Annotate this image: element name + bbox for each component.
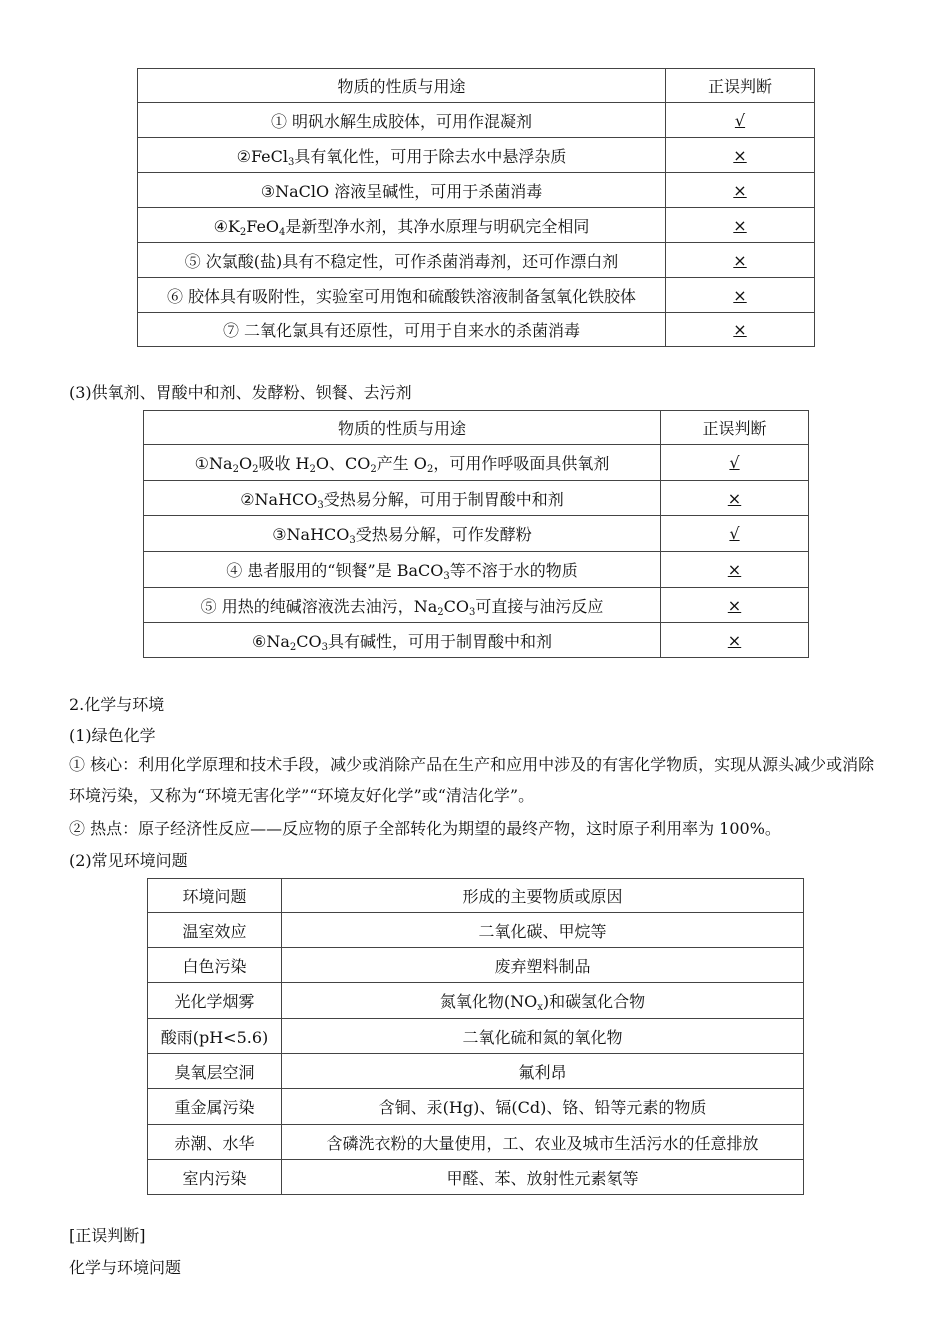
table-row [138, 313, 815, 347]
table-row [148, 1125, 804, 1160]
section-title-chem-env: 2.化学与环境 [69, 695, 165, 714]
topic-line: 化学与环境问题 [69, 1258, 182, 1277]
table-header-row [148, 879, 804, 913]
header-property-use: 物质的性质与用途 [138, 69, 666, 103]
table-row [138, 243, 815, 278]
green-chem-core-paragraph: ① 核心：利用化学原理和技术手段，减少或消除产品在生产和应用中涉及的有害化学物质，实现从源头减少或消除环境污染，又称为“环境无害化学”“环境友好化学”或“清洁化学”。 [69, 755, 875, 805]
row-statement: ③NaClO 溶液呈碱性，可用于杀菌消毒 [138, 173, 666, 208]
problem-cell: 白色污染 [148, 948, 282, 983]
cause-cell: 废弃塑料制品 [282, 948, 804, 983]
cause-cell: 二氧化碳、甲烷等 [282, 913, 804, 948]
cause-cell: 含磷洗衣粉的大量使用，工、农业及城市生活污水的任意排放 [282, 1125, 804, 1160]
row-statement: $④K_2FeO_4$是新型净水剂，其净水原理与明矾完全相同 [138, 208, 666, 243]
header-problem: 环境问题 [148, 879, 282, 913]
cross-mark: × [727, 595, 742, 615]
header-cause: 形成的主要物质或原因 [282, 879, 804, 913]
cross-mark: × [733, 285, 747, 305]
table-row [148, 983, 804, 1019]
cross-mark: × [733, 180, 747, 200]
table-row [144, 445, 809, 481]
table-header-row [144, 411, 809, 445]
problem-cell: 光化学烟雾 [148, 983, 282, 1019]
check-mark: √ [734, 110, 746, 130]
green-chem-hot-paragraph: ② 热点：原子经济性反应——反应物的原子全部转化为期望的最终产物，这时原子利用率为 100%。 [69, 819, 781, 838]
green-chem-heading: (1)绿色化学 [69, 726, 156, 745]
properties-uses-table-1 [137, 68, 815, 347]
table-row [148, 948, 804, 983]
table-row [138, 173, 815, 208]
table-row [148, 1160, 804, 1195]
row-statement: ① 明矾水解生成胶体，可用作混凝剂 [138, 103, 666, 138]
cause-cell: 含铜、汞(Hg)、镉(Cd)、铬、铅等元素的物质 [282, 1089, 804, 1125]
row-statement: ⑥ 胶体具有吸附性，实验室可用饱和硫酸铁溶液制备氢氧化铁胶体 [138, 278, 666, 313]
row-statement: ④ 患者服用的“钡餐”是 BaCO$_3$等不溶于水的物质 [144, 552, 661, 588]
table-row [148, 1089, 804, 1125]
cause-cell: 二氧化硫和氮的氧化物 [282, 1019, 804, 1054]
table-row [144, 552, 809, 588]
row-statement: ③NaHCO$_3$受热易分解，可作发酵粉 [144, 516, 661, 552]
header-judgement: 正误判断 [661, 411, 809, 445]
cross-mark: × [733, 250, 747, 270]
table-row [138, 103, 815, 138]
row-statement: $①Na_2O_2$吸收 $H_2O$、$CO_2$产生 $O_2$，可用作呼吸面具供氧剂 [144, 445, 661, 481]
environment-problems-table [147, 878, 804, 1195]
table-header-row [138, 69, 815, 103]
header-property-use: 物质的性质与用途 [144, 411, 661, 445]
problem-cell: 温室效应 [148, 913, 282, 948]
cross-mark: × [727, 630, 742, 650]
cause-cell: 氟利昂 [282, 1054, 804, 1089]
cross-mark: × [727, 560, 742, 579]
check-mark: √ [729, 453, 740, 472]
row-statement: ⑤ 用热的纯碱溶液洗去油污，$Na_2CO_3$可直接与油污反应 [144, 588, 661, 623]
check-mark: √ [729, 524, 740, 543]
problem-cell: 赤潮、水华 [148, 1125, 282, 1160]
cross-mark: × [733, 320, 747, 339]
cause-cell: 甲醛、苯、放射性元素氡等 [282, 1160, 804, 1195]
table-row [144, 481, 809, 516]
problem-cell: 重金属污染 [148, 1089, 282, 1125]
table-row [144, 516, 809, 552]
table-row [148, 1054, 804, 1089]
row-statement: ⑦ 二氧化氯具有还原性，可用于自来水的杀菌消毒 [138, 313, 666, 347]
row-statement: ⑤ 次氯酸(盐)具有不稳定性，可作杀菌消毒剂，还可作漂白剂 [138, 243, 666, 278]
table-row [144, 588, 809, 623]
problem-cell: 臭氧层空洞 [148, 1054, 282, 1089]
table-row [138, 208, 815, 243]
table-row [148, 913, 804, 948]
row-statement: ②NaHCO$_3$受热易分解，可用于制胃酸中和剂 [144, 481, 661, 516]
row-statement: ②FeCl$_3$具有氧化性，可用于除去水中悬浮杂质 [138, 138, 666, 173]
section-heading-3: (3)供氧剂、胃酸中和剂、发酵粉、钡餐、去污剂 [69, 383, 412, 402]
cause-cell: 氮氧化物$(NO_x)$和碳氢化合物 [282, 983, 804, 1019]
table-row [148, 1019, 804, 1054]
table-row [144, 623, 809, 658]
problem-cell: 室内污染 [148, 1160, 282, 1195]
table-row [138, 278, 815, 313]
row-statement: $⑥Na_2CO_3$具有碱性，可用于制胃酸中和剂 [144, 623, 661, 658]
header-judgement: 正误判断 [666, 69, 815, 103]
table-row [138, 138, 815, 173]
judgement-heading: [正误判断] [69, 1226, 146, 1245]
env-problems-heading: (2)常见环境问题 [69, 851, 188, 870]
cross-mark: × [733, 215, 747, 235]
cross-mark: × [733, 145, 747, 165]
properties-uses-table-2 [143, 410, 809, 658]
problem-cell: 酸雨(pH<5.6) [148, 1019, 282, 1054]
cross-mark: × [727, 488, 742, 508]
